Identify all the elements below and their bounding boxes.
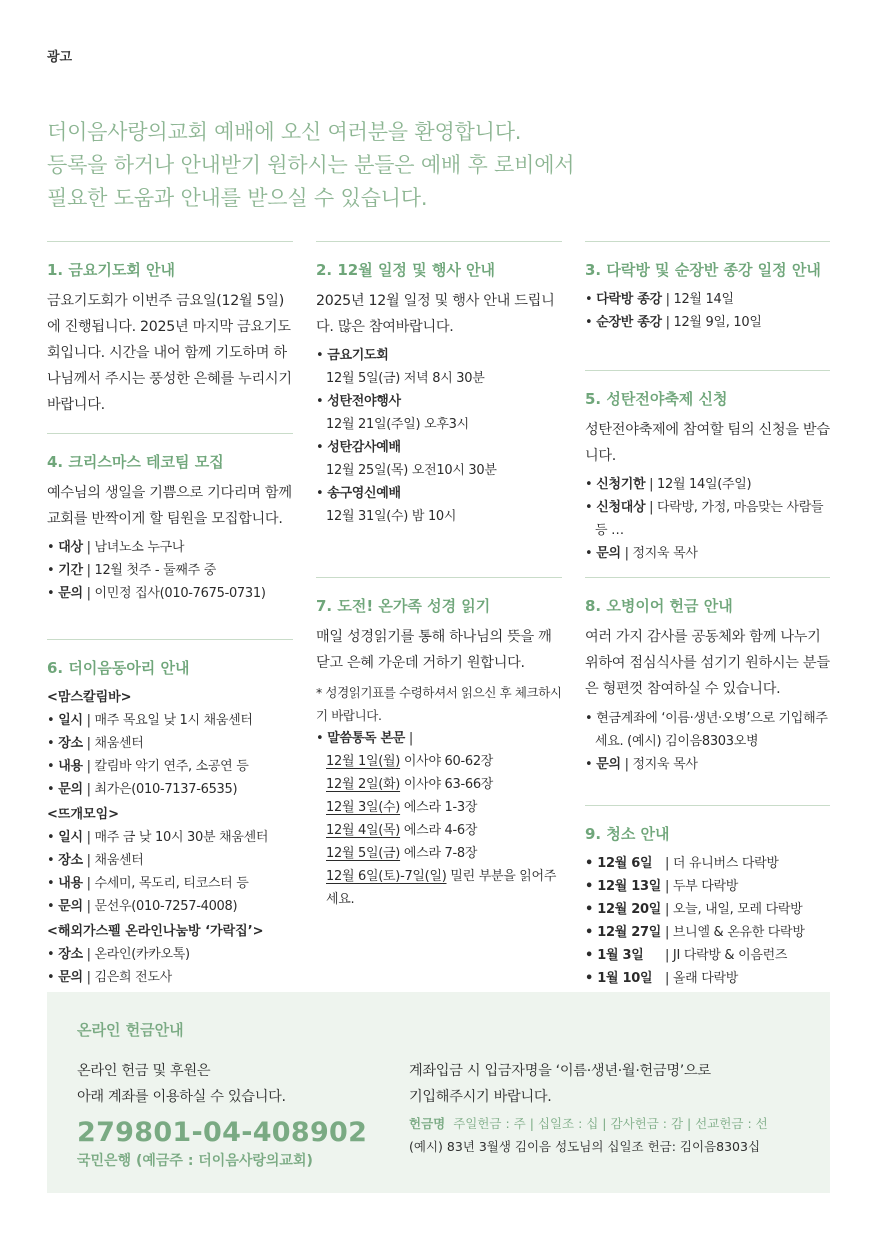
detail-item: • 문의 | 김은희 전도사 xyxy=(47,970,172,985)
cleaning-item: • 1월 3일 | JI 다락방 & 이음런즈 xyxy=(585,948,788,963)
detail-item: • 다락방 종강 | 12월 14일 xyxy=(585,292,734,307)
detail-item: • 일시 | 매주 목요일 낮 1시 채움센터 xyxy=(47,713,253,728)
reading-item: 12월 1일(월) 이사야 60-62장 xyxy=(326,754,494,769)
section-title: 9. 청소 안내 xyxy=(585,825,670,843)
section-title: 6. 더이음동아리 안내 xyxy=(47,659,190,677)
detail-item: • 순장반 종강 | 12월 9일, 10일 xyxy=(585,315,762,330)
reading-label: • 말씀통독 본문 | xyxy=(316,731,413,746)
section-text: 예수님의 생일을 기쁨으로 기다리며 함께 교회를 반짝이게 할 팀원을 모집합니다. xyxy=(47,485,292,527)
section-text: 2025년 12월 일정 및 행사 안내 드립니다. 많은 참여바랍니다. xyxy=(316,293,555,335)
detail-item: • 문의 | 정지욱 목사 xyxy=(585,546,698,561)
bank-name: 국민은행 (예금주 : 더이음사랑의교회) xyxy=(77,1153,313,1169)
cleaning-item: • 12월 20일 | 오늘, 내일, 모레 다락방 xyxy=(585,902,803,917)
online-offering-box xyxy=(47,992,830,1193)
section-offering xyxy=(585,577,830,805)
offering-box-title: 온라인 헌금안내 xyxy=(77,1021,184,1039)
cleaning-item: • 12월 27일 | 브니엘 & 온유한 다락방 xyxy=(585,925,805,940)
reading-item: 12월 3일(수) 에스라 1-3장 xyxy=(326,800,478,815)
detail-item: • 문의 | 정지욱 목사 xyxy=(585,757,698,772)
offering-account-info xyxy=(77,1058,387,1171)
section-class-closing xyxy=(585,241,830,370)
section-cleaning xyxy=(585,805,830,990)
detail-item: • 문의 | 최가은(010-7137-6535) xyxy=(47,782,238,797)
offering-text: 아래 계좌를 이용하실 수 있습니다. xyxy=(77,1089,286,1105)
event-item: • 송구영신예배 xyxy=(316,486,401,501)
offering-text: 계좌입금 시 입금자명을 ‘이름·생년·월·헌금명’으로 xyxy=(409,1063,711,1079)
reading-note: * 성경읽기표를 수령하셔서 읽으신 후 체크하시기 바랍니다. xyxy=(316,685,562,723)
detail-item: • 대상 | 남녀노소 누구나 xyxy=(47,540,185,555)
offering-deposit-guide xyxy=(409,1058,819,1158)
offering-example: (예시) 83년 3월생 김이음 성도님의 십일조 헌금: 김이음8303십 xyxy=(409,1139,761,1154)
welcome-line: 필요한 도움과 안내를 받으실 수 있습니다. xyxy=(47,186,428,210)
section-text: 매일 성경읽기를 통해 하나님의 뜻을 깨닫고 은혜 가운데 거하기 원합니다. xyxy=(316,629,552,671)
detail-item: • 장소 | 온라인(카카오톡) xyxy=(47,947,190,962)
event-item: • 성탄감사예배 xyxy=(316,440,401,455)
section-december-schedule xyxy=(316,241,562,577)
section-text: 성탄전야축제에 참여할 팀의 신청을 받습니다. xyxy=(585,422,830,464)
welcome-line: 등록을 하거나 안내받기 원하시는 분들은 예배 후 로비에서 xyxy=(47,153,575,177)
club-name: <뜨개모임> xyxy=(47,807,120,822)
detail-item: • 장소 | 채움센터 xyxy=(47,853,144,868)
section-title: 7. 도전! 온가족 성경 읽기 xyxy=(316,597,491,615)
offering-codes: 헌금명 주일헌금 : 주 | 십일조 : 십 | 감사헌금 : 감 | 선교헌금 : 선 xyxy=(409,1116,768,1131)
section-clubs xyxy=(47,639,293,989)
section-christmas-deco-team xyxy=(47,433,293,639)
event-item: • 성탄전야행사 xyxy=(316,394,401,409)
detail-list xyxy=(47,536,293,605)
cleaning-item: • 12월 6일 | 더 유니버스 다락방 xyxy=(585,856,779,871)
section-title: 1. 금요기도회 안내 xyxy=(47,261,176,279)
detail-item: • 내용 | 수세미, 목도리, 티코스터 등 xyxy=(47,876,249,891)
club-name: <해외가스펠 온라인나눔방 ‘가락집’> xyxy=(47,924,264,939)
detail-item: • 신청대상 | 다락방, 가정, 마음맞는 사람들 등 … xyxy=(585,500,824,538)
event-time: 12월 5일(금) 저녁 8시 30분 xyxy=(326,371,485,386)
club-name: <맘스칼림바> xyxy=(47,690,132,705)
section-text: 금요기도회가 이번주 금요일(12월 5일)에 진행됩니다. 2025년 마지막 금요기도회입니다. 시간을 내어 함께 기도하며 하나님께서 주시는 풍성한 은혜를 누리시기 바랍니다. xyxy=(47,293,292,413)
account-number: 279801-04-408902 xyxy=(77,1117,368,1148)
ad-tag: 광고 xyxy=(47,50,73,65)
section-christmas-festival xyxy=(585,370,830,577)
reading-item: 12월 4일(목) 에스라 4-6장 xyxy=(326,823,478,838)
column-left xyxy=(47,241,293,989)
detail-item: • 문의 | 이민정 집사(010-7675-0731) xyxy=(47,586,266,601)
offering-text: 온라인 헌금 및 후원은 xyxy=(77,1063,211,1079)
detail-item: • 현금계좌에 ‘이름·생년·오병’으로 기입해주세요. (예시) 김이음8303오병 xyxy=(585,711,828,749)
detail-item: • 문의 | 문선우(010-7257-4008) xyxy=(47,899,238,914)
section-text: 여러 가지 감사를 공동체와 함께 나누기 위하여 점심식사를 섬기기 원하시는 분들은 형편껏 참여하실 수 있습니다. xyxy=(585,629,830,697)
column-middle xyxy=(316,241,562,911)
event-time: 12월 21일(주일) 오후3시 xyxy=(326,417,469,432)
column-right xyxy=(585,241,830,990)
reading-item: 12월 2일(화) 이사야 63-66장 xyxy=(326,777,494,792)
detail-item: • 기간 | 12월 첫주 - 둘째주 중 xyxy=(47,563,216,578)
section-title: 8. 오병이어 헌금 안내 xyxy=(585,597,733,615)
section-title: 2. 12월 일정 및 행사 안내 xyxy=(316,261,496,279)
section-title: 5. 성탄전야축제 신청 xyxy=(585,390,728,408)
section-friday-prayer xyxy=(47,241,293,433)
offering-text: 기입해주시기 바랍니다. xyxy=(409,1089,552,1105)
detail-list xyxy=(585,473,830,565)
detail-item: • 장소 | 채움센터 xyxy=(47,736,144,751)
reading-item: 12월 5일(금) 에스라 7-8장 xyxy=(326,846,478,861)
detail-item: • 일시 | 매주 금 낮 10시 30분 채움센터 xyxy=(47,830,269,845)
event-time: 12월 25일(목) 오전10시 30분 xyxy=(326,463,497,478)
detail-item: • 내용 | 칼림바 악기 연주, 소공연 등 xyxy=(47,759,249,774)
reading-item: 12월 6일(토)-7일(일) 밀린 부분을 읽어주세요. xyxy=(326,869,557,907)
section-title: 4. 크리스마스 테코팀 모집 xyxy=(47,453,224,471)
detail-item: • 신청기한 | 12월 14일(주일) xyxy=(585,477,752,492)
section-bible-reading xyxy=(316,577,562,911)
cleaning-item: • 1월 10일 | 올래 다락방 xyxy=(585,971,739,986)
welcome-message xyxy=(47,116,837,215)
cleaning-item: • 12월 13일 | 두부 다락방 xyxy=(585,879,739,894)
welcome-line: 더이음사랑의교회 예배에 오신 여러분을 환영합니다. xyxy=(47,120,522,144)
section-title: 3. 다락방 및 순장반 종강 일정 안내 xyxy=(585,261,821,279)
event-time: 12월 31일(수) 밤 10시 xyxy=(326,509,457,524)
event-list xyxy=(316,344,562,528)
event-item: • 금요기도회 xyxy=(316,348,389,363)
